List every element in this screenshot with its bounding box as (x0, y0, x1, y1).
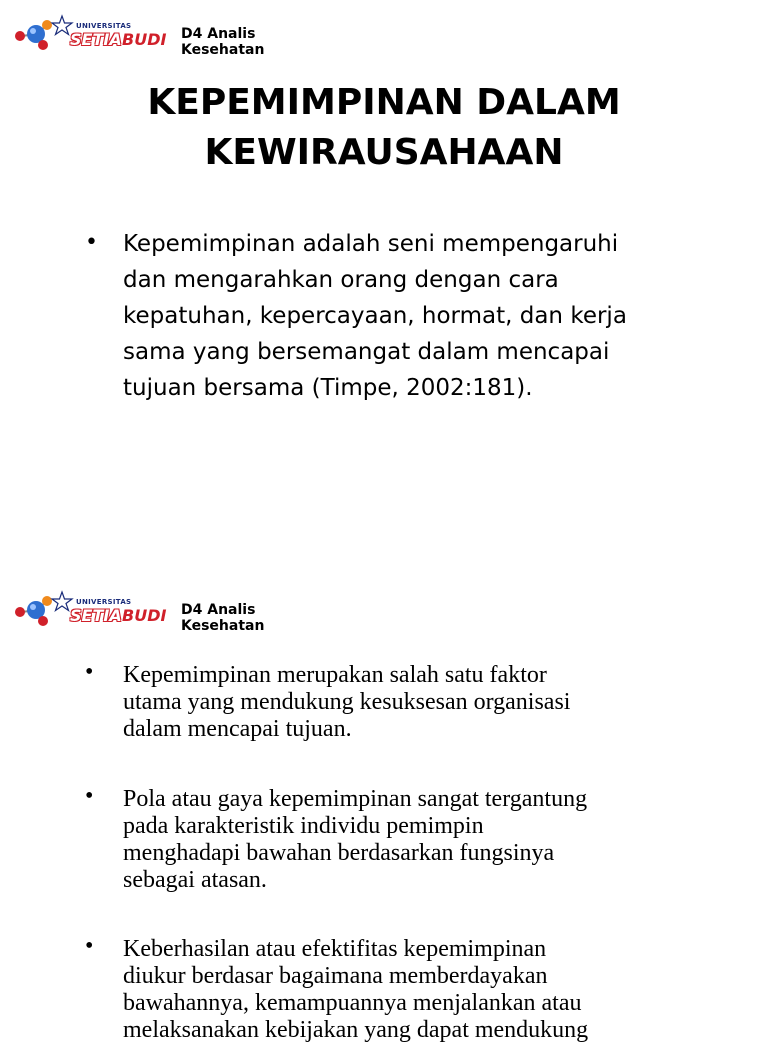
molecule-star-icon (12, 14, 72, 54)
bullet-marker: • (85, 933, 94, 959)
bullet-line: Kepemimpinan adalah seni mempengaruhi (123, 231, 619, 257)
bullet-line: Keberhasilan atau efektifitas kepemimpinan (123, 936, 547, 962)
bullet-text (123, 786, 693, 894)
bullet-line: Kepemimpinan merupakan salah satu faktor (123, 662, 547, 688)
bullet-line: dalam mencapai tujuan. (123, 716, 352, 742)
bullet-text (123, 662, 693, 743)
bullet-text (123, 936, 693, 1044)
logo-budi-text: BUDI (122, 30, 167, 49)
bullet-line: Pola atau gaya kepemimpinan sangat tergantung (123, 786, 588, 812)
university-logo (12, 14, 172, 54)
title-line: KEWIRAUSAHAAN (204, 132, 564, 173)
program-label: D4 Analis Kesehatan (181, 26, 265, 58)
bullet-marker: • (85, 230, 98, 255)
bullet-line: melaksanakan kebijakan yang dapat mendukung (123, 1017, 589, 1043)
bullet-line: bawahannya, kemampuannya menjalankan atau (123, 990, 582, 1016)
bullet-text (123, 226, 683, 406)
bullet-marker: • (85, 783, 94, 809)
logo-budi-text: BUDI (122, 606, 167, 625)
logo-universitas-text: UNIVERSITAS (76, 22, 132, 30)
bullet-line: tujuan bersama (Timpe, 2002:181). (123, 375, 533, 401)
bullet-line: sebagai atasan. (123, 867, 267, 893)
bullet-line: diukur berdasar bagaimana memberdayakan (123, 963, 548, 989)
bullet-line: menghadapi bawahan berdasarkan fungsinya (123, 840, 555, 866)
bullet-line: kepatuhan, kepercayaan, hormat, dan kerja (123, 303, 627, 329)
slide-2 (0, 576, 768, 1043)
title-line: KEPEMIMPINAN DALAM (147, 82, 621, 123)
molecule-star-icon (12, 590, 72, 630)
logo-setia-text: SETIA (70, 30, 122, 49)
university-logo (12, 590, 172, 630)
bullet-line: dan mengarahkan orang dengan cara (123, 267, 559, 293)
bullet-line: pada karakteristik individu pemimpin (123, 813, 484, 839)
program-label: D4 Analis Kesehatan (181, 602, 265, 634)
bullet-line: utama yang mendukung kesuksesan organisasi (123, 689, 571, 715)
logo-universitas-text: UNIVERSITAS (76, 598, 132, 606)
bullet-marker: • (85, 659, 94, 685)
logo-setia-text: SETIA (70, 606, 122, 625)
slide-title (0, 78, 768, 178)
bullet-line: sama yang bersemangat dalam mencapai (123, 339, 610, 365)
